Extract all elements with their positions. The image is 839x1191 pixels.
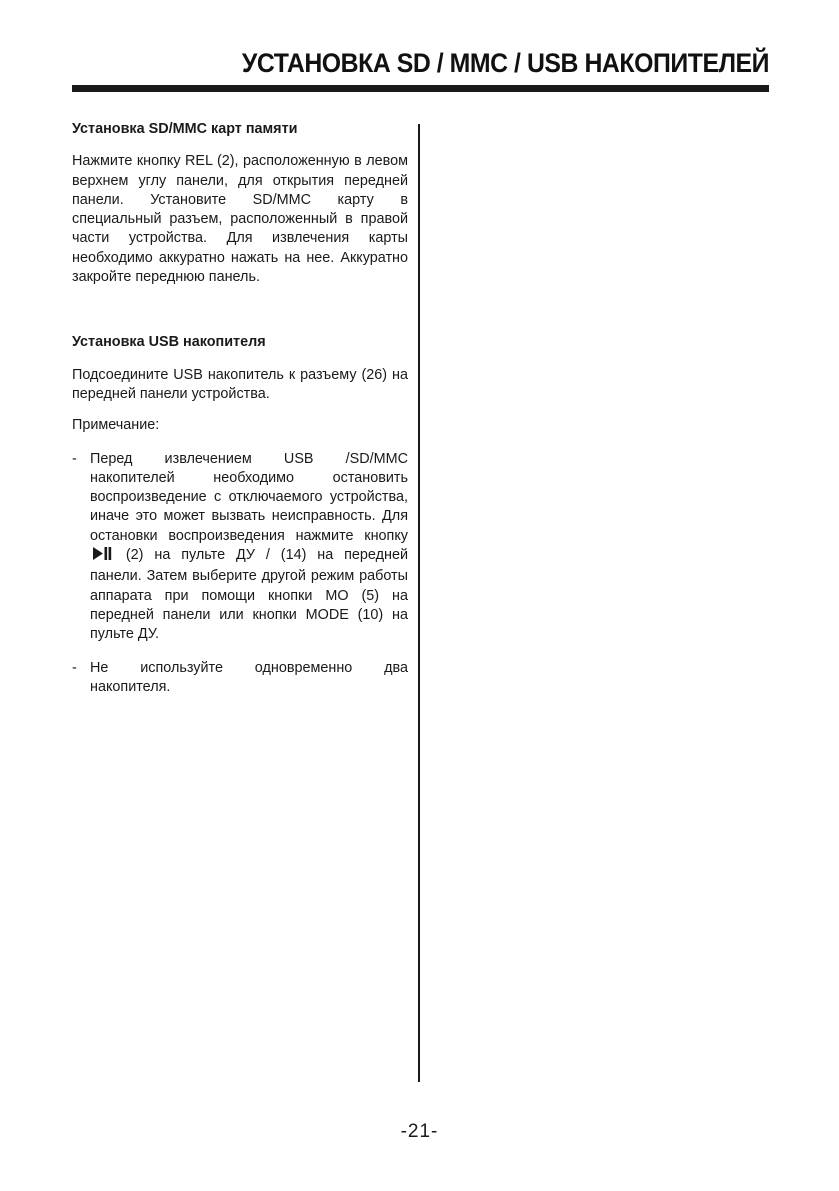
page-number: -21-: [400, 1121, 439, 1142]
note-bullet-1: [72, 450, 408, 645]
sd-section-body: Нажмите кнопку REL (2), расположенную в левом верхнем углу панели, для открытия передней панели. Установите SD/MMC карту в специальный разъем, расположенный в правой части устройства. Для извлечения карты необходимо аккуратно нажать на нее. Аккуратно закройте переднюю панель.: [72, 153, 408, 286]
page-title: УСТАНОВКА SD / MMC / USB НАКОПИТЕЛЕЙ: [241, 48, 769, 78]
usb-section-heading: Установка USB накопителя: [72, 334, 266, 351]
bullet-dash: -: [72, 659, 77, 676]
bullet-dash: -: [72, 450, 77, 467]
title-rule: [72, 85, 769, 92]
note-label: Примечание:: [72, 417, 160, 434]
section-spacer: [72, 287, 408, 333]
usb-section-body: Подсоедините USB накопитель к разъему (26) на передней панели устройства.: [72, 366, 408, 402]
note-bullet-2: [72, 659, 408, 698]
play-pause-icon: [93, 546, 112, 567]
sd-section-heading: Установка SD/MMC карт памяти: [72, 121, 298, 137]
bullet-text-before-icon: Перед извлечением USB /SD/MMC накопителей необходимо остановить воспроизведение с отключаемого устройства, иначе это может вызвать неисправность. Для остановки воспроизведения нажмите кнопку: [90, 450, 408, 544]
column-divider: [418, 124, 420, 1082]
bullet-text-after-icon: (2) на пульте ДУ / (14) на передней панели. Затем выберите другой режим работы аппарата при помощи кнопки MO (5) на передней панели или кнопки MODE (10) на пульте ДУ.: [90, 547, 408, 643]
bullet-text: Не используйте одновременно два накопителя.: [90, 659, 408, 695]
left-column: [72, 120, 408, 697]
